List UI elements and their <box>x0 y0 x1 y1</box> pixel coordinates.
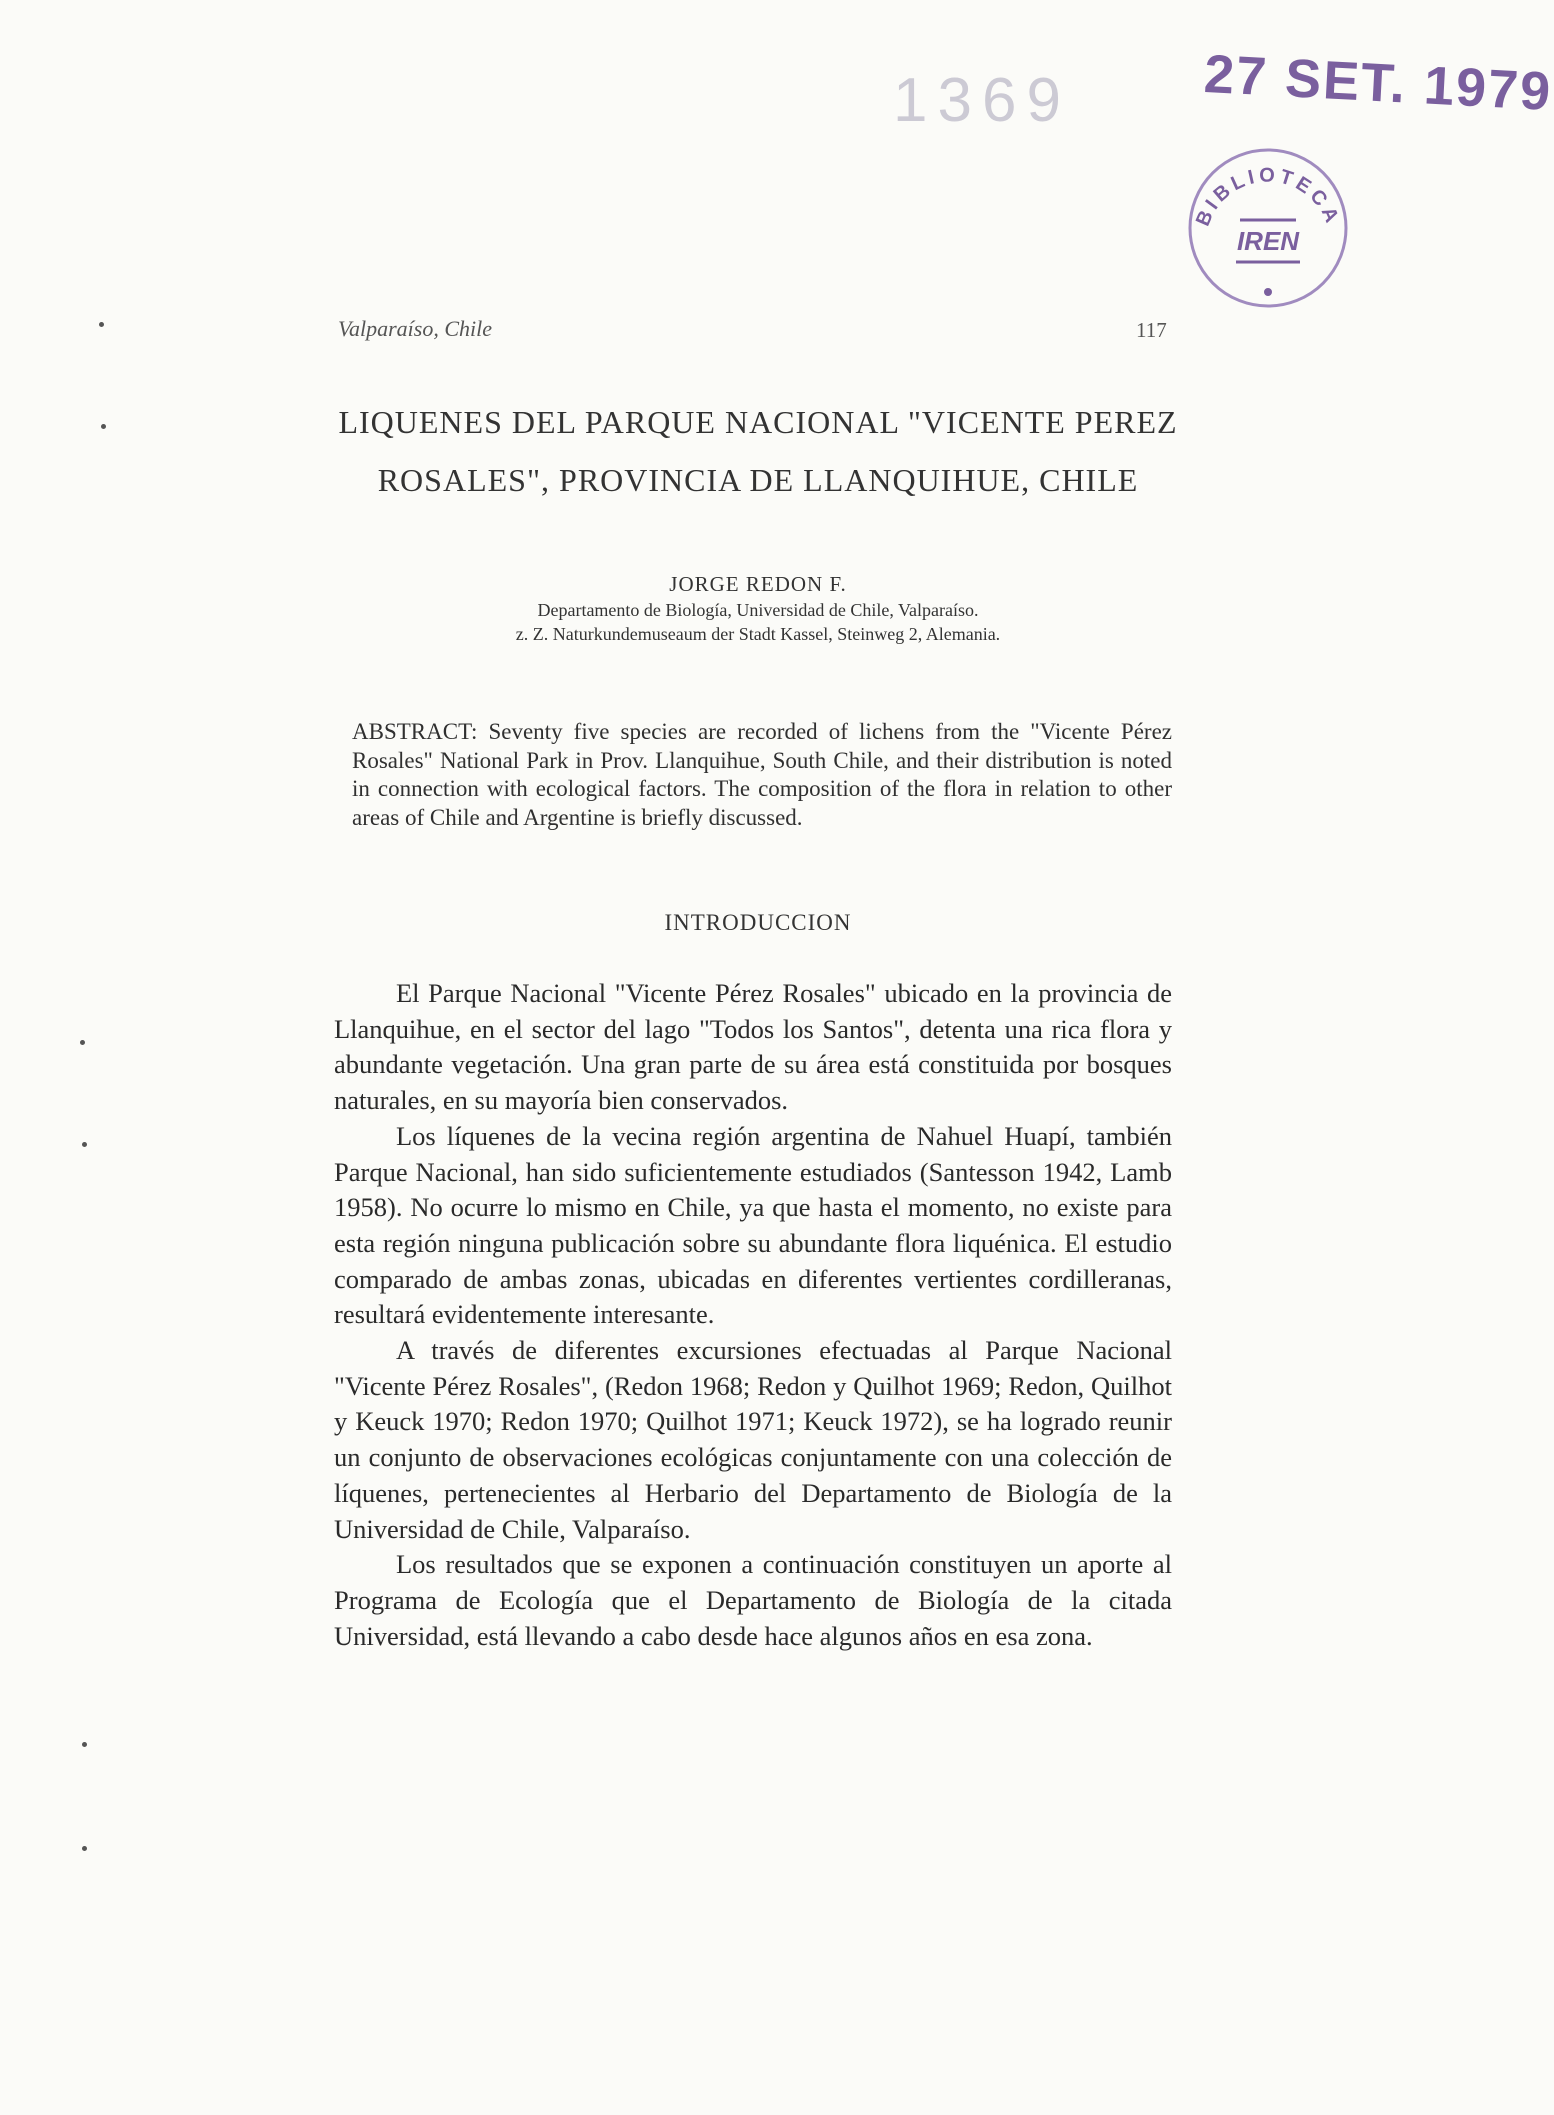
library-stamp <box>1178 128 1358 308</box>
body-text <box>334 976 1172 1654</box>
section-heading: INTRODUCCION <box>664 910 852 935</box>
paragraph-2: Los líquenes de la vecina región argentina de Nahuel Huapí, también Parque Nacional, han sido suficientemente estudiados (Santesson 1942, Lamb 1958). No ocurre lo mismo en Chile, ya que hasta el momento, no existe para esta región ninguna publicación sobre su abundante flora liquénica. El estudio comparado de ambas zonas, ubicadas en diferentes vertientes cordilleranas, resultará evidentemente interesante. <box>334 1120 1172 1330</box>
affiliation-1: Departamento de Biología, Universidad de Chile, Valparaíso. <box>537 600 979 620</box>
paragraph-3: A través de diferentes excursiones efectuadas al Parque Nacional "Vicente Pérez Rosales", (Redon 1968; Redon y Quilhot 1969; Redon, Quilhot y Keuck 1970; Redon 1970; Quilhot 1971; Keuck 1972), se ha logrado reunir un conjunto de observaciones ecológicas conjuntamente con una colección de líquenes, pertenecientes al Herbario del Departamento de Biología de la Universidad de Chile, Valparaíso. <box>334 1335 1172 1544</box>
paragraph-1: El Parque Nacional "Vicente Pérez Rosales" ubicado en la provincia de Llanquihue, en el sector del lago "Todos los Santos", detenta una rica flora y abundante vegetación. Una gran parte de su área está constituida por bosques naturales, en su mayoría bien conservados. <box>334 978 1172 1116</box>
affiliation-2: z. Z. Naturkundemuseaum der Stadt Kassel, Steinweg 2, Alemania. <box>515 624 1001 644</box>
library-stamp-center-text: IREN <box>1236 226 1300 256</box>
scan-dot <box>82 1742 87 1747</box>
library-stamp-arc-text: BIBLIOTECA <box>1191 164 1345 230</box>
scan-dot <box>99 322 104 327</box>
author-name: JORGE REDON F. <box>669 572 847 596</box>
author-block <box>338 570 1178 646</box>
scan-dot <box>82 1846 87 1851</box>
scan-dot <box>80 1040 85 1045</box>
title-line-1: LIQUENES DEL PARQUE NACIONAL "VICENTE PEREZ <box>338 404 1178 440</box>
abstract: ABSTRACT: Seventy five species are recorded of lichens from the "Vicente Pérez Rosales" National Park in Prov. Llanquihue, South Chile, and their distribution is noted in connection with ecological factors. The composition of the flora in relation to other areas of Chile and Argentine is briefly discussed. <box>352 719 1172 830</box>
library-stamp-seal-icon <box>1178 128 1358 308</box>
scan-dot <box>82 1142 87 1147</box>
scan-dot <box>101 424 106 429</box>
running-head: Valparaíso, Chile <box>338 316 493 341</box>
date-stamp: 27 SET. 1979 <box>1202 43 1554 123</box>
page-number: 117 <box>1136 318 1167 342</box>
paragraph-4: Los resultados que se exponen a continuación constituyen un aporte al Programa de Ecología que el Departamento de Biología de la citada Universidad, está llevando a cabo desde hace algunos años en esa zona. <box>334 1549 1172 1651</box>
title-line-2: ROSALES", PROVINCIA DE LLANQUIHUE, CHILE <box>377 462 1139 498</box>
archive-number-stamp: 1369 <box>893 66 1071 135</box>
